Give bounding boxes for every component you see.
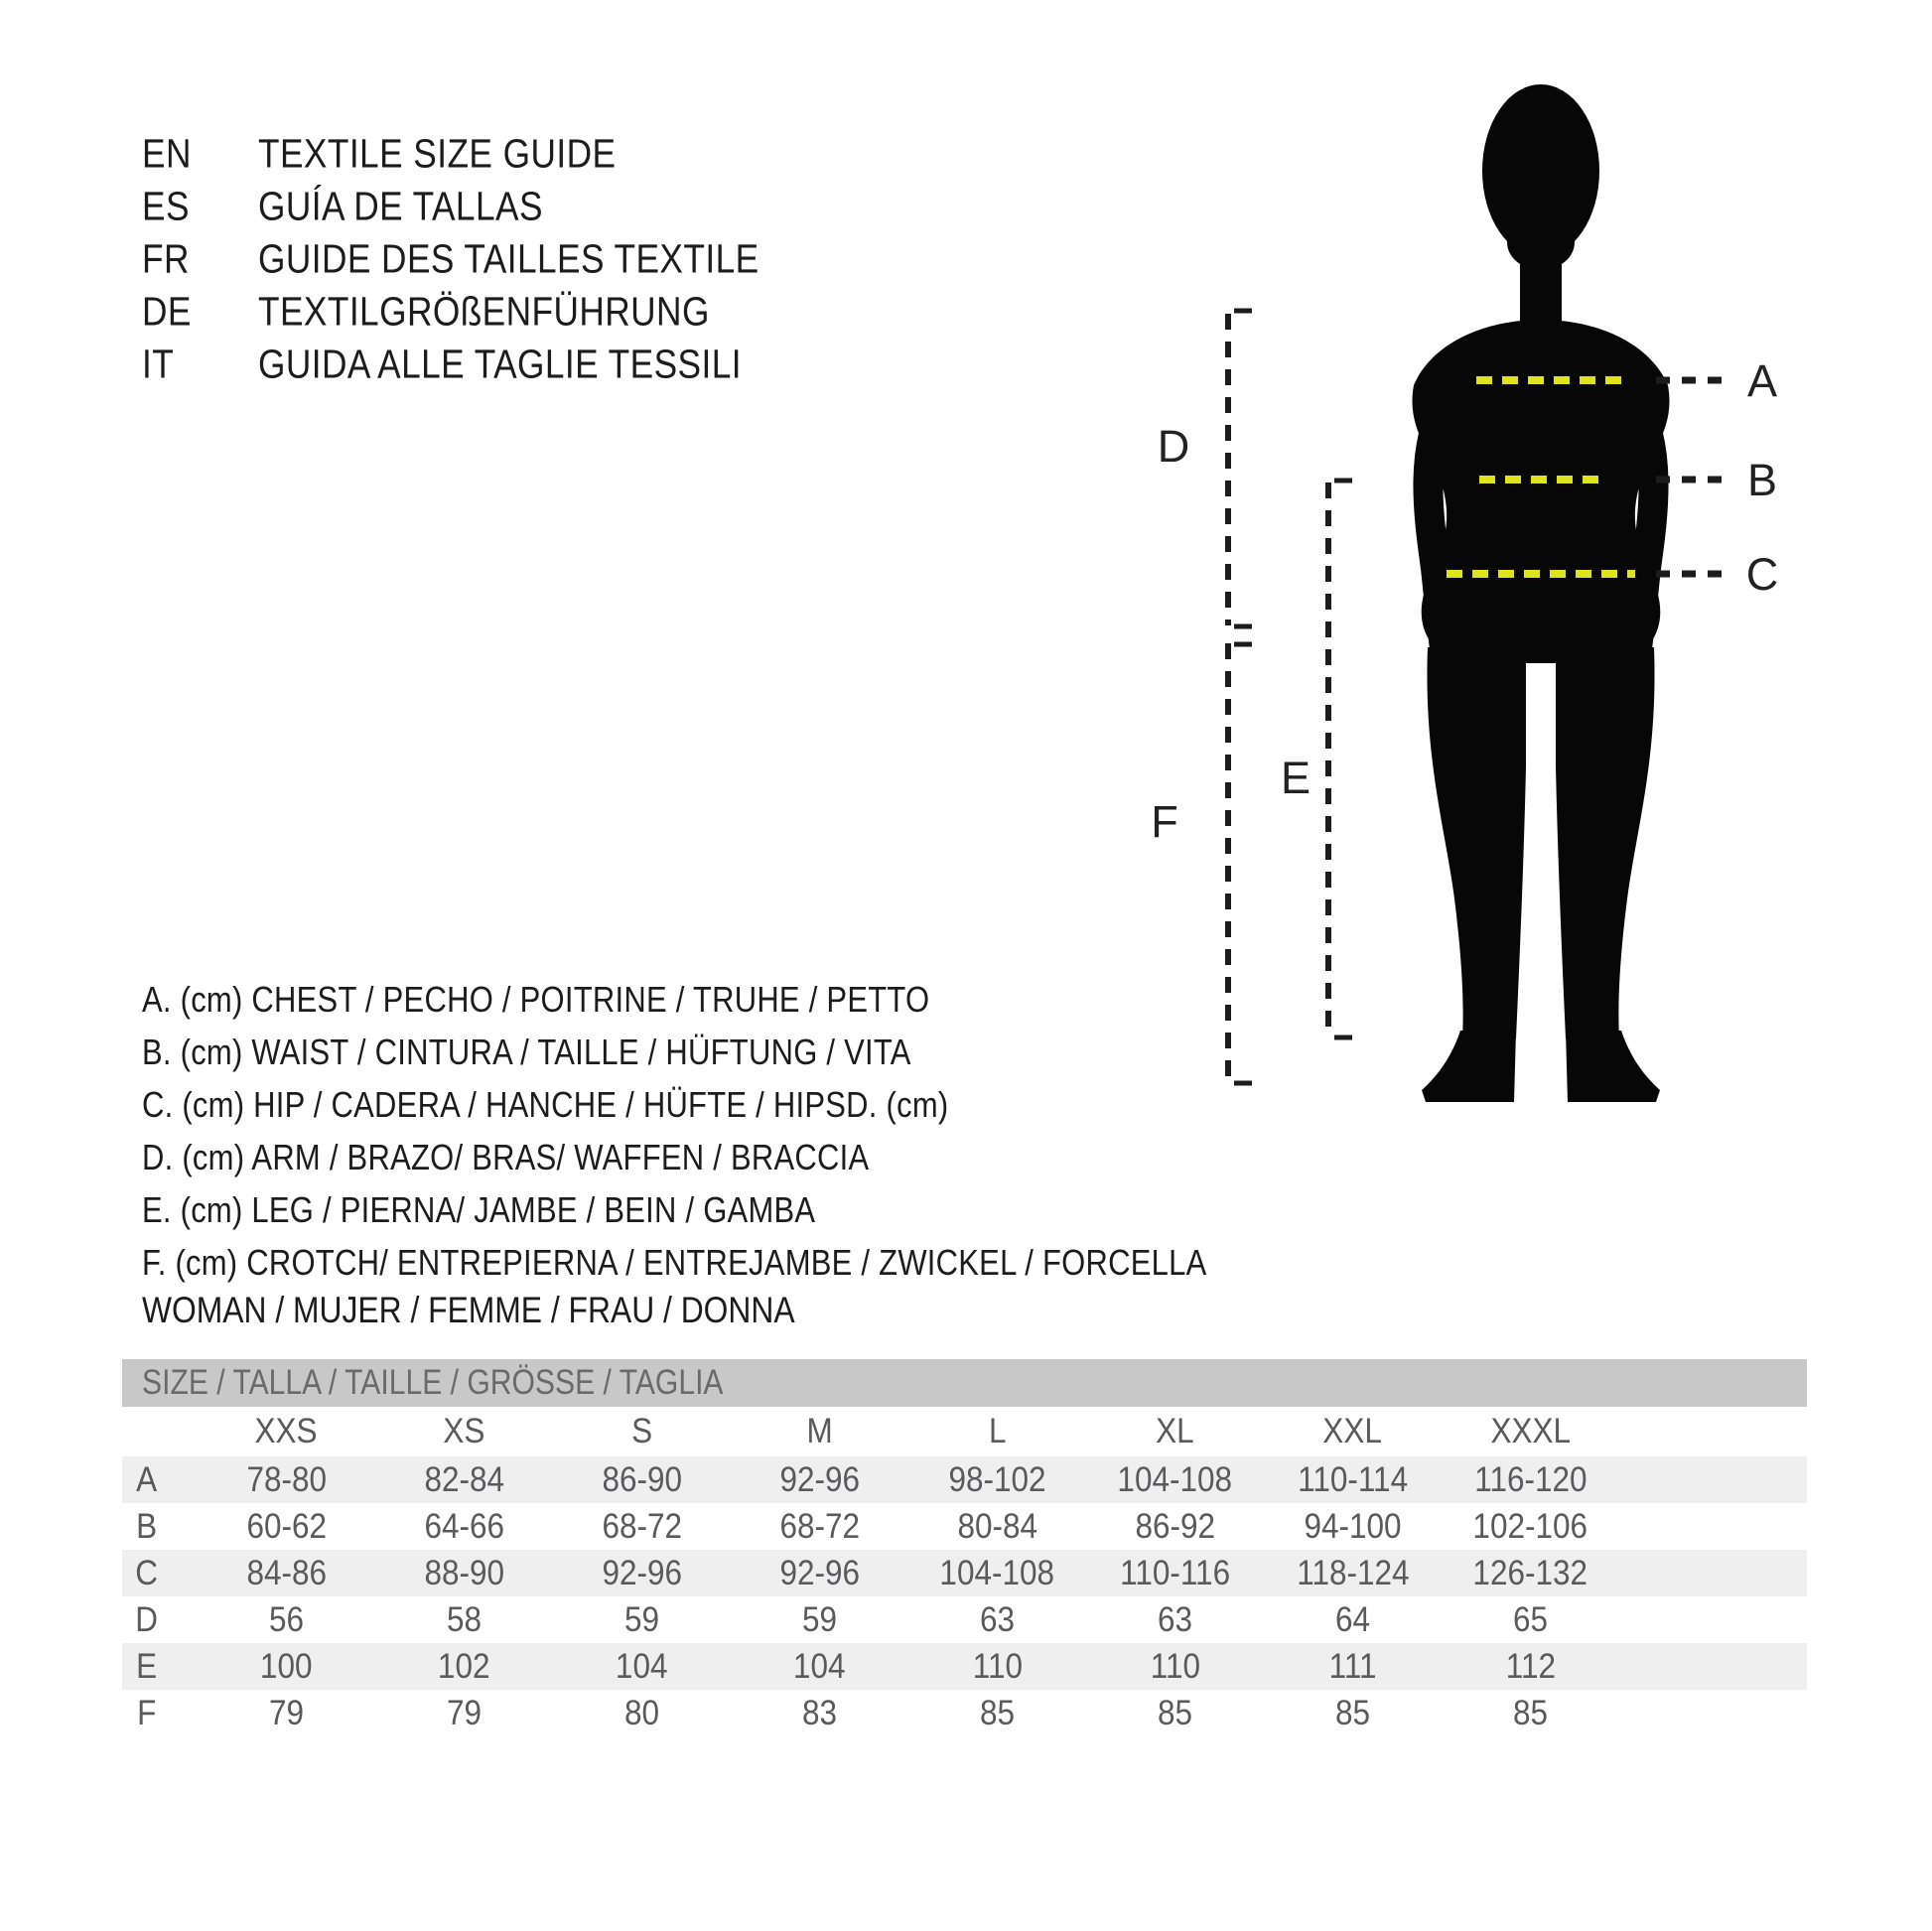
figure-label-c: C xyxy=(1745,549,1779,600)
table-cell: 126-132 xyxy=(1472,1553,1588,1592)
size-label: L xyxy=(988,1412,1007,1450)
table-cell: 118-124 xyxy=(1296,1553,1410,1592)
row-label: A xyxy=(136,1459,158,1499)
silhouette-left-leg xyxy=(1427,647,1526,1038)
legend-text: D. (cm) ARM / BRAZO/ BRAS/ WAFFEN / BRACCIA xyxy=(142,1137,870,1177)
table-row-arm xyxy=(122,1596,1807,1643)
figure-label-e: E xyxy=(1280,753,1311,803)
table-row-waist xyxy=(122,1503,1807,1550)
size-col-xxs xyxy=(198,1412,375,1451)
table-cell: 68-72 xyxy=(779,1506,860,1546)
figure-label-a: A xyxy=(1746,355,1778,406)
size-columns-row xyxy=(122,1407,1807,1456)
table-cell: 79 xyxy=(446,1693,483,1732)
measurement-legend-crotch xyxy=(142,1242,1380,1284)
row-label: C xyxy=(135,1553,159,1592)
table-cell: 82-84 xyxy=(424,1459,504,1499)
row-label: B xyxy=(136,1506,158,1546)
figure-label-d: D xyxy=(1157,421,1190,472)
silhouette-neck xyxy=(1520,226,1562,326)
lang-title: GUIDE DES TAILLES TEXTILE xyxy=(258,235,759,282)
table-cell: 102-106 xyxy=(1472,1506,1588,1546)
table-cell: 64 xyxy=(1334,1599,1371,1639)
table-cell: 116-120 xyxy=(1473,1459,1587,1499)
table-row-hip xyxy=(122,1550,1807,1596)
measurement-legend-leg xyxy=(142,1189,925,1231)
table-cell: 78-80 xyxy=(246,1459,327,1499)
table-cell: 104 xyxy=(616,1646,668,1686)
measurement-legend-chest xyxy=(142,979,1058,1021)
table-cell: 60-62 xyxy=(246,1506,327,1546)
table-cell: 63 xyxy=(1157,1599,1193,1639)
table-cell: 59 xyxy=(801,1599,838,1639)
silhouette-left-foot xyxy=(1422,1031,1516,1102)
measurement-legend-waist xyxy=(142,1032,1036,1073)
size-col-xl xyxy=(1086,1412,1264,1451)
table-cell: 92-96 xyxy=(779,1553,860,1592)
table-cell: 85 xyxy=(1157,1693,1193,1732)
table-cell: 64-66 xyxy=(424,1506,504,1546)
size-label: XXS xyxy=(254,1412,319,1450)
size-label: XXL xyxy=(1322,1412,1383,1450)
table-cell: 110 xyxy=(972,1646,1023,1686)
table-cell: 80 xyxy=(623,1693,660,1732)
table-cell: 85 xyxy=(1334,1693,1371,1732)
size-label: S xyxy=(630,1412,653,1450)
table-cell: 110-114 xyxy=(1298,1459,1408,1499)
lang-code: FR xyxy=(142,235,190,282)
table-cell: 104-108 xyxy=(939,1553,1055,1592)
size-col-s xyxy=(553,1412,731,1451)
lang-title: TEXTILE SIZE GUIDE xyxy=(258,130,617,177)
table-cell: 85 xyxy=(979,1693,1016,1732)
table-cell: 102 xyxy=(438,1646,490,1686)
size-table-header-text: SIZE / TALLA / TAILLE / GRÖSSE / TAGLIA xyxy=(142,1363,724,1402)
measurement-legend-hip xyxy=(142,1084,1080,1126)
table-row-chest xyxy=(122,1456,1807,1503)
table-row-leg xyxy=(122,1643,1807,1690)
table-cell: 88-90 xyxy=(424,1553,504,1592)
lang-code: IT xyxy=(142,341,175,387)
lang-code: DE xyxy=(142,288,192,335)
table-cell: 104-108 xyxy=(1117,1459,1233,1499)
size-label: XXXL xyxy=(1490,1412,1571,1450)
size-label: M xyxy=(806,1412,833,1450)
measure-line-ticks xyxy=(1234,311,1352,1083)
measurement-legend-arm xyxy=(142,1137,988,1178)
figure-label-f: F xyxy=(1151,796,1178,847)
table-cell: 80-84 xyxy=(957,1506,1037,1546)
table-cell: 110 xyxy=(1150,1646,1200,1686)
lang-title: TEXTILGRÖßENFÜHRUNG xyxy=(258,288,710,335)
table-cell: 104 xyxy=(793,1646,846,1686)
table-cell: 79 xyxy=(268,1693,305,1732)
table-cell: 110-116 xyxy=(1120,1553,1230,1592)
size-col-xs xyxy=(375,1412,553,1451)
silhouette-right-leg xyxy=(1556,647,1655,1038)
table-cell: 65 xyxy=(1512,1599,1549,1639)
size-label: XL xyxy=(1156,1412,1194,1450)
table-cell: 59 xyxy=(623,1599,660,1639)
table-cell: 84-86 xyxy=(246,1553,327,1592)
legend-text: A. (cm) CHEST / PECHO / POITRINE / TRUHE / PETTO xyxy=(142,979,930,1020)
table-cell: 86-90 xyxy=(602,1459,682,1499)
size-table xyxy=(122,1359,1807,1736)
table-cell: 98-102 xyxy=(948,1459,1046,1499)
table-cell: 92-96 xyxy=(779,1459,860,1499)
table-cell: 63 xyxy=(979,1599,1016,1639)
size-col-xxl xyxy=(1264,1412,1442,1451)
figure-label-b: B xyxy=(1746,455,1778,505)
lang-code: ES xyxy=(142,183,190,229)
size-col-l xyxy=(908,1412,1086,1451)
legend-text: E. (cm) LEG / PIERNA/ JAMBE / BEIN / GAMBA xyxy=(142,1189,816,1230)
table-cell: 58 xyxy=(446,1599,483,1639)
table-cell: 100 xyxy=(260,1646,313,1686)
size-col-m xyxy=(731,1412,908,1451)
table-cell: 56 xyxy=(268,1599,305,1639)
vertical-measure-lines xyxy=(1228,314,1328,1084)
table-cell: 83 xyxy=(801,1693,838,1732)
table-row-crotch xyxy=(122,1690,1807,1736)
table-cell: 111 xyxy=(1328,1646,1377,1686)
legend-text: C. (cm) HIP / CADERA / HANCHE / HÜFTE / HIPSD. (cm) xyxy=(142,1084,949,1125)
silhouette-right-foot xyxy=(1566,1031,1660,1102)
size-col-xxxl xyxy=(1442,1412,1619,1451)
table-cell: 94-100 xyxy=(1304,1506,1402,1546)
table-cell: 86-92 xyxy=(1135,1506,1215,1546)
table-cell: 112 xyxy=(1505,1646,1556,1686)
size-table-header-bar xyxy=(122,1359,1807,1407)
lang-code: EN xyxy=(142,130,192,177)
size-label: XS xyxy=(443,1412,485,1450)
table-cell: 92-96 xyxy=(602,1553,682,1592)
lang-title: GUIDA ALLE TAGLIE TESSILI xyxy=(258,341,742,387)
row-label: F xyxy=(137,1693,157,1732)
legend-text: B. (cm) WAIST / CINTURA / TAILLE / HÜFTUNG / VITA xyxy=(142,1032,911,1072)
table-cell: 85 xyxy=(1512,1693,1549,1732)
gender-text: WOMAN / MUJER / FEMME / FRAU / DONNA xyxy=(142,1290,795,1330)
woman-silhouette xyxy=(1412,84,1669,1102)
lang-title: GUÍA DE TALLAS xyxy=(258,183,543,229)
row-label: E xyxy=(136,1646,158,1686)
row-label: D xyxy=(135,1599,159,1639)
table-cell: 68-72 xyxy=(602,1506,682,1546)
legend-text: F. (cm) CROTCH/ ENTREPIERNA / ENTREJAMBE / ZWICKEL / FORCELLA xyxy=(142,1242,1207,1283)
gender-heading xyxy=(142,1290,901,1331)
